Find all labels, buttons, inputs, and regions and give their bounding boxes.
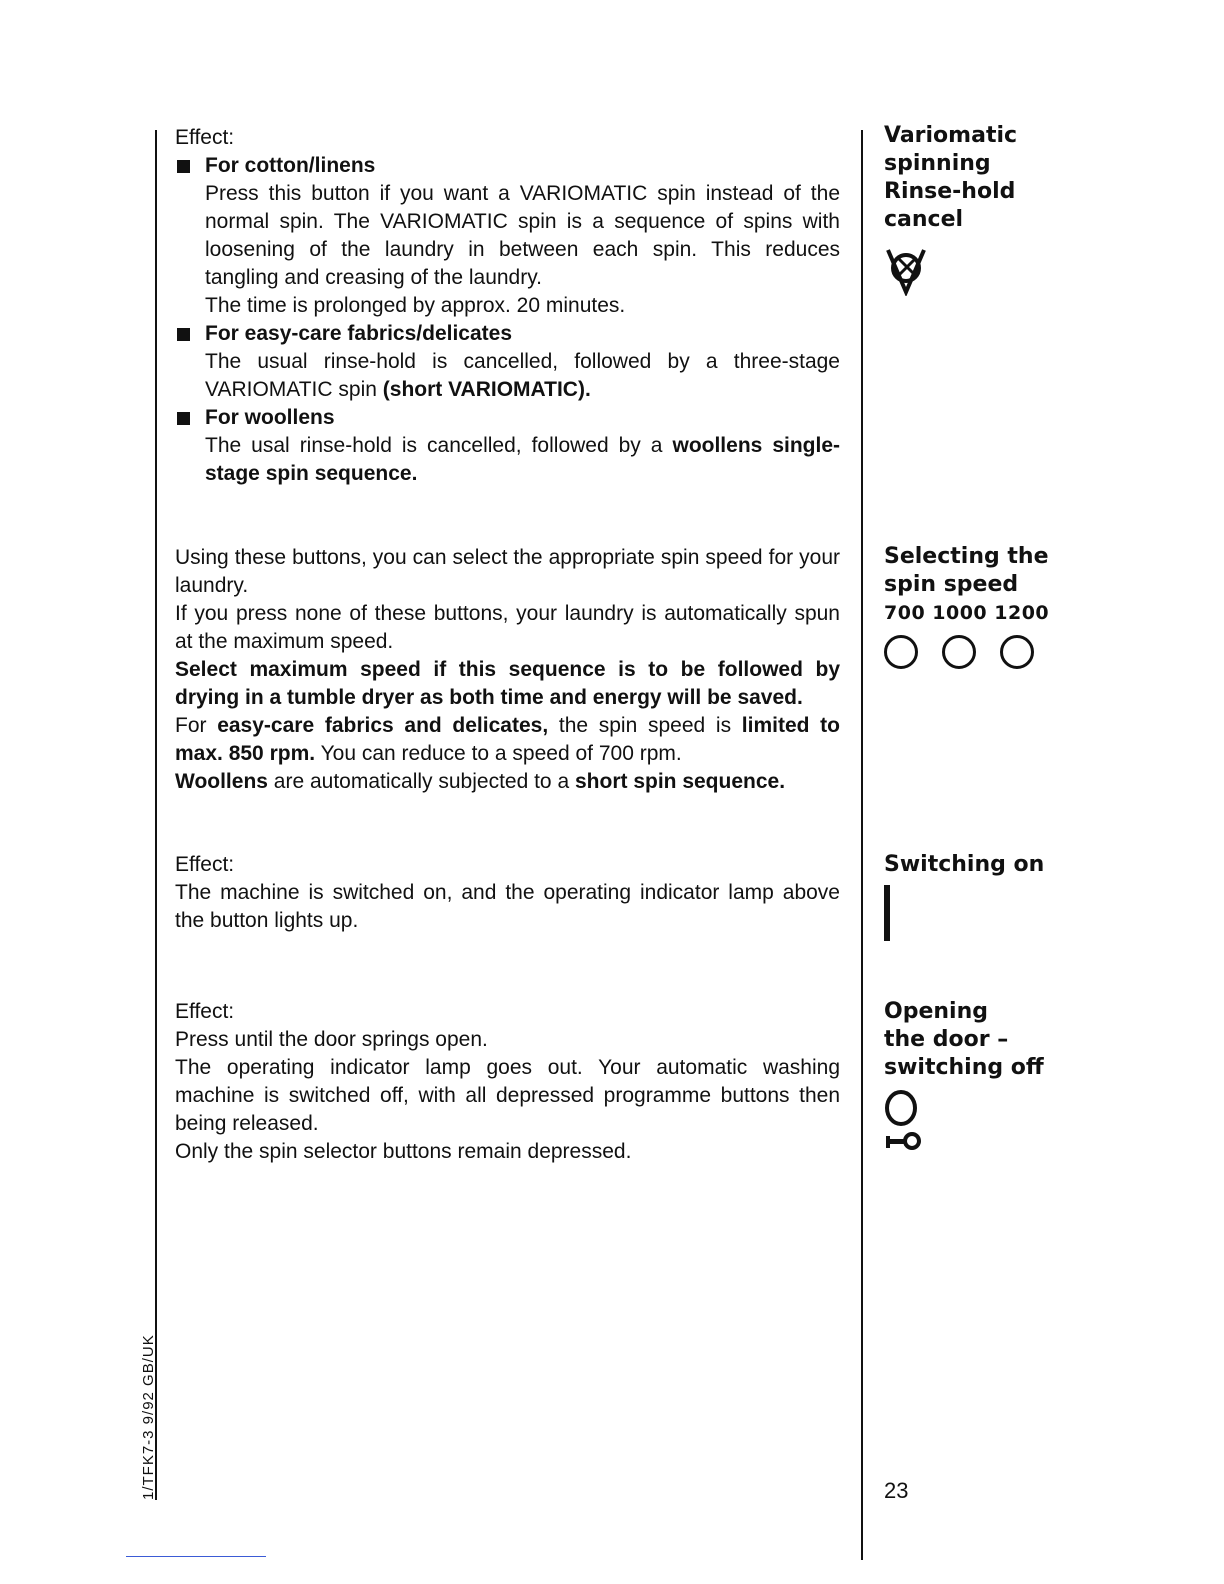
- switching-on-section: [175, 851, 840, 935]
- effect-label: Effect:: [175, 1000, 235, 1023]
- power-on-icon: [884, 885, 894, 941]
- effect-label: Effect:: [175, 853, 235, 876]
- door-line-3: Only the spin selector buttons remain depressed.: [175, 1140, 632, 1163]
- woollens-item: [175, 404, 840, 488]
- right-vertical-rule: [861, 130, 863, 1560]
- side-heading-line: Selecting the: [884, 544, 1049, 569]
- variomatic-icon: [884, 244, 928, 296]
- document-code: 1/TFK7-3 9/92 GB/UK: [140, 1334, 157, 1500]
- bottom-border-line: [126, 1556, 266, 1557]
- speed-1000-circle-icon: [942, 635, 976, 669]
- cotton-text: Press this button if you want a VARIOMATIC spin instead of the normal spin. The VARIOMATIC spin is a sequence of spins with loosening of the laundry in between each spin. This reduces tangling and creasing of the laundry.: [205, 182, 840, 289]
- side-heading-line: Switching on: [884, 852, 1045, 877]
- woollens-title: For woollens: [205, 404, 840, 432]
- side-heading-line: cancel: [884, 207, 964, 232]
- door-line-2: The operating indicator lamp goes out. Your automatic washing machine is switched off, with all depressed programme buttons then being released.: [175, 1056, 840, 1135]
- door-key-icon: [884, 1130, 928, 1152]
- cotton-time: The time is prolonged by approx. 20 minutes.: [205, 294, 626, 317]
- door-line-1: Press until the door springs open.: [175, 1028, 488, 1051]
- side-heading-line: spinning: [884, 151, 991, 176]
- side-heading-line: spin speed: [884, 572, 1019, 597]
- side-heading-line: Variomatic: [884, 123, 1018, 148]
- spin-tip: Select maximum speed if this sequence is to be followed by drying in a tumble dryer as both time and energy will be saved.: [175, 658, 840, 709]
- side-heading-line: switching off: [884, 1055, 1044, 1080]
- side-heading-line: Opening: [884, 999, 988, 1024]
- sidebar-variomatic: [884, 122, 1084, 296]
- sidebar-door: [884, 998, 1084, 1152]
- speed-700-circle-icon: [884, 635, 918, 669]
- cotton-item: [175, 152, 840, 320]
- left-vertical-rule: [155, 130, 157, 1500]
- side-heading-line: the door –: [884, 1027, 1009, 1052]
- speed-1200-circle-icon: [1000, 635, 1034, 669]
- woollens-text: The usal rinse-hold is cancelled, followed by a woollens single-stage spin sequence.: [205, 434, 840, 485]
- spin-speed-section: [175, 544, 840, 796]
- side-heading-line: Rinse-hold: [884, 179, 1016, 204]
- cotton-title: For cotton/linens: [205, 152, 840, 180]
- power-off-icon: [884, 1088, 920, 1128]
- easy-care-item: [175, 320, 840, 404]
- easy-care-text: The usual rinse-hold is cancelled, followed by a three-stage VARIOMATIC spin (short VARIOMATIC).: [205, 350, 840, 401]
- speed-buttons: [884, 635, 1084, 669]
- spin-woollens: Woollens are automatically subjected to a short spin sequence.: [175, 770, 786, 793]
- door-section: [175, 998, 840, 1166]
- spin-default: If you press none of these buttons, your laundry is automatically spun at the maximum speed.: [175, 602, 840, 653]
- sidebar-switch-on: [884, 851, 1084, 941]
- page-number: 23: [884, 1478, 909, 1503]
- effect-label: Effect:: [175, 126, 235, 149]
- switch-on-text: The machine is switched on, and the operating indicator lamp above the button lights up.: [175, 881, 840, 932]
- sidebar-spin-speed: [884, 543, 1084, 669]
- variomatic-section: [175, 124, 840, 488]
- spin-intro: Using these buttons, you can select the appropriate spin speed for your laundry.: [175, 546, 840, 597]
- spin-limit: For easy-care fabrics and delicates, the spin speed is limited to max. 850 rpm. You can reduce to a speed of 700 rpm.: [175, 714, 840, 765]
- speed-values: 700 1000 1200: [884, 602, 1050, 624]
- easy-care-title: For easy-care fabrics/delicates: [205, 320, 840, 348]
